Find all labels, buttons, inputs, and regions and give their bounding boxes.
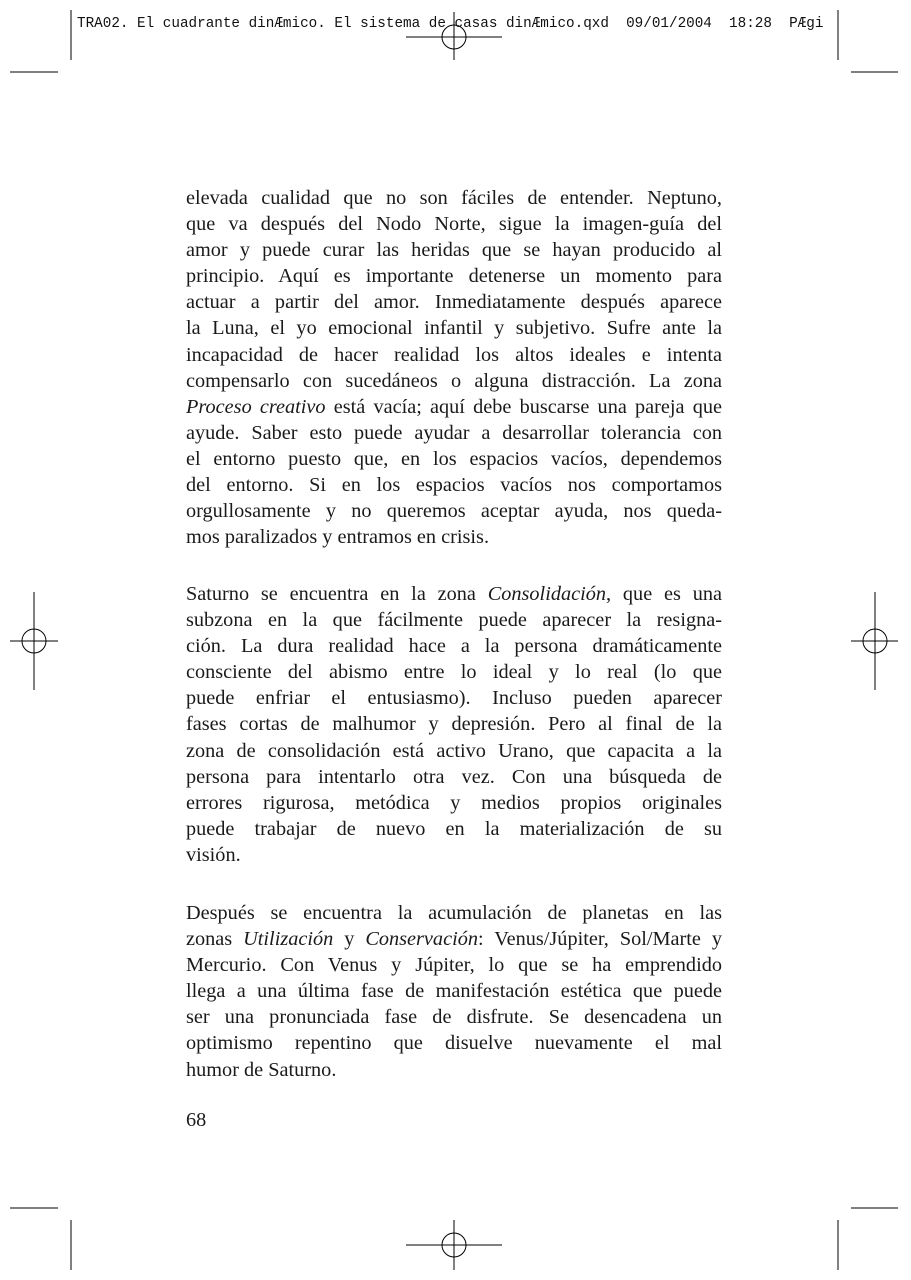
text-run: Saturno se encuentra en la zona [186, 583, 488, 605]
text-run: Después se encuentra la acumulación de planetas en las [186, 902, 722, 924]
text-run: fases cortas de malhumor y depresión. Pero al final de la [186, 713, 722, 736]
text-line [186, 185, 722, 211]
text-run: visión. [186, 843, 241, 866]
registration-mark-bottom [406, 1220, 502, 1270]
text-line [186, 978, 722, 1004]
text-run: puede trabajar de nuevo en la materialización de su [186, 817, 722, 840]
text-line [186, 1004, 722, 1030]
italic-term: Utilización [243, 928, 334, 951]
text-line [186, 237, 722, 263]
text-run: puede enfriar el entusiasmo). Incluso pueden aparecer [186, 687, 722, 710]
text-run: que va después del Nodo Norte, sigue la imagen-guía del [186, 213, 722, 236]
text-run: actuar a partir del amor. Inmediatamente después aparece [186, 291, 722, 314]
italic-term: Conservación [365, 928, 478, 951]
text-line [186, 952, 722, 978]
text-line [186, 633, 722, 659]
text-line [186, 711, 722, 737]
paragraph [186, 581, 722, 868]
text-line [186, 394, 722, 420]
print-slug-line: TRA02. El cuadrante dinÆmico. El sistema de casas dinÆmico.qxd 09/01/2004 18:28 PÆgi [77, 16, 824, 32]
registration-mark-left [10, 592, 58, 690]
paragraph [186, 185, 722, 550]
text-run: zonas [186, 928, 244, 951]
text-run: la Luna, el yo emocional infantil y subjetivo. Sufre ante la [186, 317, 722, 340]
text-run: orgullosamente y no queremos aceptar ayuda, nos queda- [186, 500, 722, 523]
paragraph [186, 900, 722, 1083]
text-line [186, 842, 722, 868]
text-run: humor de Saturno. [186, 1058, 337, 1081]
text-run: amor y puede curar las heridas que se hayan producido al [186, 239, 722, 262]
text-run: elevada cualidad que no son fáciles de entender. Neptuno, [186, 187, 722, 209]
text-line [186, 315, 722, 341]
text-run: el entorno puesto que, en los espacios vacíos, dependemos [186, 447, 722, 470]
text-run: , que es una [606, 583, 722, 605]
text-line [186, 738, 722, 764]
text-line [186, 816, 722, 842]
text-line [186, 1030, 722, 1056]
text-run: zona de consolidación está activo Urano, que capacita a la [186, 739, 722, 762]
text-run: compensarlo con sucedáneos o alguna distracción. La zona [186, 369, 722, 392]
text-line [186, 342, 722, 368]
text-run: ayude. Saber esto puede ayudar a desarrollar tolerancia con [186, 421, 722, 444]
text-run: optimismo repentino que disuelve nuevamente el mal [186, 1032, 722, 1055]
text-run: incapacidad de hacer realidad los altos ideales e intenta [186, 343, 722, 366]
text-line [186, 581, 722, 607]
italic-term: Consolidación [487, 583, 607, 605]
text-line [186, 764, 722, 790]
text-line [186, 472, 722, 498]
text-run: persona para intentarlo otra vez. Con una búsqueda de [186, 765, 722, 788]
text-run: : Venus/Júpiter, Sol/Marte y [477, 928, 723, 951]
text-line [186, 790, 722, 816]
text-line [186, 446, 722, 472]
text-run: llega a una última fase de manifestación estética que puede [186, 980, 722, 1003]
text-run: consciente del abismo entre lo ideal y lo real (lo que [186, 661, 722, 684]
text-run: Mercurio. Con Venus y Júpiter, lo que se ha emprendido [186, 954, 722, 977]
text-run: principio. Aquí es importante detenerse un momento para [186, 265, 722, 288]
text-run: del entorno. Si en los espacios vacíos nos comportamos [186, 474, 722, 497]
text-run: errores rigurosa, metódica y medios propios originales [186, 791, 722, 814]
text-line [186, 926, 722, 952]
text-run: ser una pronunciada fase de disfrute. Se desencadena un [186, 1006, 722, 1029]
text-line [186, 420, 722, 446]
text-line [186, 524, 722, 550]
italic-term: Proceso creativo [186, 395, 326, 418]
text-line [186, 289, 722, 315]
registration-mark-right [851, 592, 898, 690]
text-run: ción. La dura realidad hace a la persona dramáticamente [186, 635, 722, 658]
text-run: mos paralizados y entramos en crisis. [186, 526, 490, 549]
text-line [186, 659, 722, 685]
text-line [186, 368, 722, 394]
page-number: 68 [186, 1109, 207, 1131]
text-line [186, 1057, 722, 1083]
text-line [186, 685, 722, 711]
text-line [186, 498, 722, 524]
text-line [186, 900, 722, 926]
text-run: está vacía; aquí debe buscarse una pareja que [325, 395, 722, 418]
text-line [186, 211, 722, 237]
text-run: subzona en la que fácilmente puede aparecer la resigna- [186, 609, 722, 632]
text-line [186, 263, 722, 289]
text-run: y [333, 928, 366, 951]
text-line [186, 607, 722, 633]
